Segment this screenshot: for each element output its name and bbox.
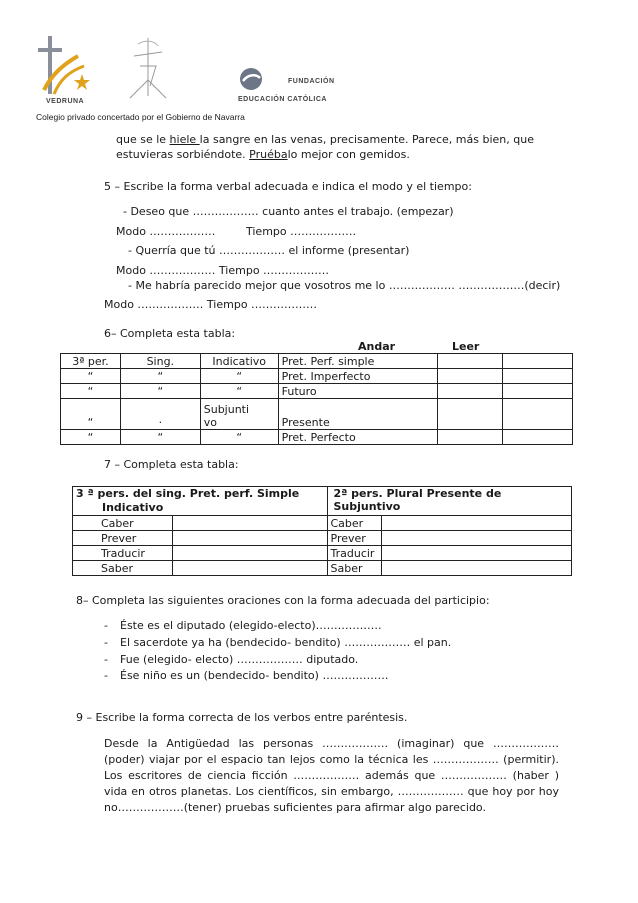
ex6-table (60, 353, 573, 445)
ex9-heading: 9 – Escribe la forma correcta de los verbos entre paréntesis. (76, 711, 408, 724)
ex8-item: - Fue (elegido- electo) ……………… diputado. (104, 653, 359, 666)
ex6-cell: Indicativo (200, 354, 278, 369)
table-row (73, 546, 572, 561)
ex6-cell-line: vo (203, 416, 217, 429)
ex7-left-header (73, 487, 328, 516)
ex5-line-2b: Tiempo ……………… (246, 225, 357, 238)
ex5-line-6: Modo ……………… Tiempo ……………… (104, 298, 318, 311)
ex9-line: Desde la Antigüedad las personas ……………… (imaginar) que ……………… (104, 737, 559, 750)
ex6-cell: “ (200, 384, 278, 399)
table-row (73, 561, 572, 576)
ex7-answer-cell[interactable] (382, 531, 572, 546)
table-row (61, 354, 573, 369)
ex7-answer-cell[interactable] (172, 561, 327, 576)
ex7-answer-cell[interactable] (382, 561, 572, 576)
ex9-line: no………………(tener) pruebas suficientes para afirmar algo parecido. (104, 801, 486, 814)
ex7-answer-cell[interactable] (172, 531, 327, 546)
ex6-cell: “ (120, 384, 200, 399)
ex5-line-5: - Me habría parecido mejor que vosotros me lo ……………… ………………(decir) (128, 279, 561, 292)
ex7-left-header-line2: Indicativo (102, 501, 164, 514)
ex9-line: Los escritores de ciencia ficción ……………… además que ……………… (haber ) (104, 769, 559, 782)
ex7-verb: Caber (327, 516, 382, 531)
ex8-item-text: Ése niño es un (bendecido- bendito) ……………… (120, 669, 389, 682)
ex6-answer-cell[interactable] (438, 384, 503, 399)
school-line: Colegio privado concertado por el Gobierno de Navarra (36, 112, 245, 122)
fundacion-line2: EDUCACIÓN CATÓLICA (238, 96, 327, 103)
sketch-logo (120, 36, 176, 104)
ex6-cell: “ (120, 430, 200, 445)
ex8-item: - Ése niño es un (bendecido- bendito) ……………… (104, 669, 389, 682)
ex6-answer-cell[interactable] (438, 369, 503, 384)
vedruna-logo (34, 34, 96, 106)
table-row (61, 430, 573, 445)
table-row (61, 369, 573, 384)
ex7-answer-cell[interactable] (382, 546, 572, 561)
ex7-verb: Traducir (73, 546, 173, 561)
ex7-right-header: 2ª pers. Plural Presente de Subjuntivo (327, 487, 572, 516)
ex7-verb: Prever (327, 531, 382, 546)
ex6-cell: “ (120, 369, 200, 384)
ex6-cell: Pret. Perf. simple (278, 354, 438, 369)
ex6-cell: “ (61, 430, 121, 445)
ex5-line-4: Modo ……………… Tiempo ……………… (116, 264, 330, 277)
intro-line-2: estuvieras sorbiéndote. Pruébalo mejor con gemidos. (116, 148, 410, 161)
ex8-item: - El sacerdote ya ha (bendecido- bendito) ……………… el pan. (104, 636, 452, 649)
ex7-verb: Prever (73, 531, 173, 546)
ex8-item-text: Fue (elegido- electo) ……………… diputado. (120, 653, 359, 666)
ex6-answer-cell[interactable] (438, 354, 503, 369)
table-row (73, 531, 572, 546)
fundacion-logo (238, 66, 264, 92)
ex6-answer-cell[interactable] (503, 369, 573, 384)
ex6-cell: “ (61, 369, 121, 384)
ex6-cell: Presente (278, 399, 438, 430)
ex6-answer-cell[interactable] (503, 354, 573, 369)
ex6-cell: · (120, 399, 200, 430)
ex7-heading: 7 – Completa esta tabla: (104, 458, 239, 471)
ex5-line-3: - Querría que tú ……………… el informe (presentar) (128, 244, 410, 257)
table-row (73, 516, 572, 531)
ex7-verb: Saber (327, 561, 382, 576)
fundacion-line1: FUNDACIÓN (288, 78, 335, 85)
ex6-cell-line: Subjunti (203, 403, 250, 416)
ex6-col-andar: Andar (358, 340, 396, 353)
intro-line-1: que se le hiele la sangre en las venas, precisamente. Parece, más bien, que (116, 133, 534, 146)
ex8-item-text: Éste es el diputado (elegido-electo)……………… (120, 619, 382, 632)
ex6-cell: “ (61, 384, 121, 399)
ex7-left-header-line1: 3 ª pers. del sing. Pret. perf. Simple (76, 487, 300, 500)
ex6-cell: “ (200, 430, 278, 445)
ex8-heading: 8– Completa las siguientes oraciones con la forma adecuada del participio: (76, 594, 490, 607)
ex6-cell (200, 399, 278, 430)
ex5-line-2a: Modo ……………… (116, 225, 216, 238)
vedruna-logo-text: VEDRUNA (46, 98, 85, 105)
ex5-heading: 5 – Escribe la forma verbal adecuada e indica el modo y el tiempo: (104, 180, 472, 193)
ex6-answer-cell[interactable] (438, 399, 503, 430)
ex9-line: vida en otros planetas. Los científicos, sin embargo, ……………… que hoy por hoy (104, 785, 559, 798)
ex6-cell: “ (61, 399, 121, 430)
ex7-verb: Caber (73, 516, 173, 531)
ex6-col-leer: Leer (452, 340, 480, 353)
ex6-cell: Pret. Perfecto (278, 430, 438, 445)
ex8-item: - Éste es el diputado (elegido-electo)……………… (104, 619, 382, 632)
table-row (61, 399, 573, 430)
ex7-answer-cell[interactable] (172, 546, 327, 561)
ex6-answer-cell[interactable] (503, 430, 573, 445)
ex6-answer-cell[interactable] (503, 399, 573, 430)
ex6-cell: “ (200, 369, 278, 384)
ex7-table (72, 486, 572, 576)
ex8-item-text: El sacerdote ya ha (bendecido- bendito) ……………… el pan. (120, 636, 452, 649)
ex7-verb: Saber (73, 561, 173, 576)
ex9-line: (poder) viajar por el espacio tan lejos como la técnica les ……………… (permitir). (104, 753, 559, 766)
ex6-cell: 3ª per. (61, 354, 121, 369)
ex6-cell: Pret. Imperfecto (278, 369, 438, 384)
ex6-heading: 6– Completa esta tabla: (104, 327, 236, 340)
ex7-answer-cell[interactable] (382, 516, 572, 531)
ex6-answer-cell[interactable] (438, 430, 503, 445)
table-row (61, 384, 573, 399)
ex6-cell: Futuro (278, 384, 438, 399)
ex7-answer-cell[interactable] (172, 516, 327, 531)
ex6-cell: Sing. (120, 354, 200, 369)
table-row (73, 487, 572, 516)
ex5-line-1: - Deseo que ……………… cuanto antes el trabajo. (empezar) (123, 205, 454, 218)
ex7-verb: Traducir (327, 546, 382, 561)
ex6-answer-cell[interactable] (503, 384, 573, 399)
